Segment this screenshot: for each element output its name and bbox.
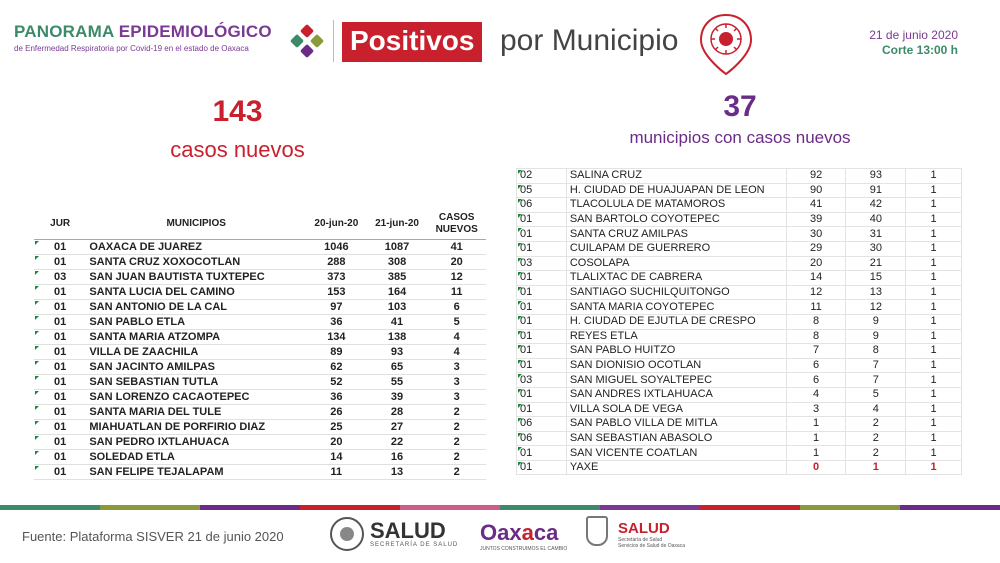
cell-prev: 89	[306, 344, 367, 359]
cell-new: 1	[906, 241, 962, 256]
cell-new: 2	[427, 464, 486, 479]
oaxaca-logo-text1: Oax	[480, 520, 522, 545]
cell-prev: 3	[786, 402, 846, 417]
cell-curr: 1	[846, 460, 906, 475]
cell-prev: 4	[786, 387, 846, 402]
cell-prev: 8	[786, 314, 846, 329]
footer-color-stripe	[0, 505, 1000, 510]
municipalities-summary	[590, 90, 890, 148]
table-row	[517, 285, 962, 300]
cell-prev: 36	[306, 389, 367, 404]
brand-logo-icon	[290, 24, 324, 58]
stripe-segment	[300, 505, 400, 510]
cell-new: 1	[906, 271, 962, 286]
table-row	[517, 344, 962, 359]
page-title: por Municipio	[500, 24, 679, 57]
col-municipios: MUNICIPIOS	[86, 209, 306, 239]
cell-new: 4	[427, 329, 486, 344]
cell-municipio: SAN PABLO HUITZO	[566, 344, 786, 359]
cell-curr: 9	[846, 314, 906, 329]
cell-prev: 29	[786, 241, 846, 256]
stripe-segment	[700, 505, 800, 510]
cell-jur: 01	[34, 464, 86, 479]
salud-logo-text: SALUD	[370, 518, 446, 543]
cell-municipio: SAN PABLO ETLA	[86, 314, 306, 329]
cell-curr: 41	[367, 314, 428, 329]
salud-state-logo: SALUD	[618, 520, 670, 537]
cell-curr: 31	[846, 227, 906, 242]
table-row	[517, 373, 962, 388]
cell-jur: 02	[517, 169, 567, 184]
cell-curr: 40	[846, 212, 906, 227]
cell-curr: 42	[846, 198, 906, 213]
new-cases-summary	[150, 95, 325, 163]
table-row	[34, 419, 486, 434]
cell-municipio: SANTA CRUZ AMILPAS	[566, 227, 786, 242]
cell-new: 1	[906, 387, 962, 402]
cell-jur: 01	[34, 239, 86, 254]
date-block	[869, 28, 958, 58]
cell-new: 5	[427, 314, 486, 329]
report-cutoff: Corte 13:00 h	[881, 43, 958, 57]
cell-curr: 2	[846, 417, 906, 432]
cell-jur: 01	[517, 358, 567, 373]
cell-municipio: SAN JUAN BAUTISTA TUXTEPEC	[86, 269, 306, 284]
stripe-segment	[600, 505, 700, 510]
report-date: 21 de junio 2020	[869, 28, 958, 42]
cell-curr: 385	[367, 269, 428, 284]
cell-municipio: SANTIAGO SUCHILQUITONGO	[566, 285, 786, 300]
table-row	[34, 344, 486, 359]
table-header-row	[34, 209, 486, 239]
cell-prev: 6	[786, 358, 846, 373]
cell-jur: 01	[34, 314, 86, 329]
table-row	[34, 239, 486, 254]
cell-prev: 20	[306, 434, 367, 449]
cell-new: 6	[427, 299, 486, 314]
cell-new: 1	[906, 417, 962, 432]
cell-prev: 52	[306, 374, 367, 389]
stripe-segment	[500, 505, 600, 510]
table-row	[34, 449, 486, 464]
cell-municipio: COSOLAPA	[566, 256, 786, 271]
cell-new: 3	[427, 359, 486, 374]
source-note: Fuente: Plataforma SISVER 21 de junio 2020	[22, 529, 284, 544]
cell-municipio: SAN ANTONIO DE LA CAL	[86, 299, 306, 314]
cell-prev: 11	[786, 300, 846, 315]
cell-municipio: SAN ANDRES IXTLAHUACA	[566, 387, 786, 402]
cell-jur: 01	[517, 241, 567, 256]
table-row	[517, 358, 962, 373]
cell-new: 1	[906, 358, 962, 373]
cell-jur: 06	[517, 417, 567, 432]
table-left	[34, 209, 486, 480]
table-row	[34, 314, 486, 329]
cell-curr: 12	[846, 300, 906, 315]
brand-title	[14, 22, 334, 42]
table-row	[517, 227, 962, 242]
cell-curr: 22	[367, 434, 428, 449]
cell-curr: 21	[846, 256, 906, 271]
cell-jur: 03	[517, 256, 567, 271]
cell-jur: 01	[517, 329, 567, 344]
table-row	[517, 387, 962, 402]
cell-curr: 13	[367, 464, 428, 479]
stripe-segment	[400, 505, 500, 510]
cell-prev: 153	[306, 284, 367, 299]
cell-prev: 1	[786, 446, 846, 461]
cell-curr: 15	[846, 271, 906, 286]
cell-jur: 01	[34, 449, 86, 464]
municipalities-label: municipios con casos nuevos	[629, 128, 851, 147]
cell-new: 3	[427, 374, 486, 389]
cell-jur: 01	[517, 227, 567, 242]
table-row	[517, 329, 962, 344]
cell-municipio: SAN SEBASTIAN TUTLA	[86, 374, 306, 389]
cell-new: 1	[906, 183, 962, 198]
cell-municipio: SAN MIGUEL SOYALTEPEC	[566, 373, 786, 388]
table-row	[34, 299, 486, 314]
cell-municipio: SANTA MARIA ATZOMPA	[86, 329, 306, 344]
table-row	[517, 183, 962, 198]
cell-new: 4	[427, 344, 486, 359]
salud-logo-subtext: SECRETARÍA DE SALUD	[370, 542, 459, 548]
cell-jur: 01	[34, 374, 86, 389]
brand-block	[14, 22, 334, 53]
table-row	[517, 402, 962, 417]
cell-prev: 6	[786, 373, 846, 388]
cell-new: 1	[906, 446, 962, 461]
cell-new: 1	[906, 402, 962, 417]
stripe-segment	[900, 505, 1000, 510]
new-cases-count: 143	[212, 95, 263, 128]
cell-municipio: SANTA MARIA DEL TULE	[86, 404, 306, 419]
cell-new: 1	[906, 198, 962, 213]
cell-prev: 20	[786, 256, 846, 271]
header-divider	[333, 20, 334, 62]
cell-new: 41	[427, 239, 486, 254]
cell-jur: 01	[34, 389, 86, 404]
cell-new: 1	[906, 329, 962, 344]
table-row	[34, 269, 486, 284]
cell-jur: 03	[34, 269, 86, 284]
cell-prev: 26	[306, 404, 367, 419]
oaxaca-logo-accent: a	[521, 520, 534, 545]
cell-prev: 62	[306, 359, 367, 374]
cell-jur: 01	[517, 212, 567, 227]
cell-curr: 9	[846, 329, 906, 344]
cell-jur: 01	[34, 329, 86, 344]
table-row	[34, 284, 486, 299]
oaxaca-shield-icon	[586, 516, 608, 546]
cell-municipio: SANTA LUCIA DEL CAMINO	[86, 284, 306, 299]
cell-jur: 06	[517, 198, 567, 213]
table-row	[517, 314, 962, 329]
cell-prev: 1	[786, 431, 846, 446]
cell-new: 2	[427, 434, 486, 449]
table-row	[517, 256, 962, 271]
cell-jur: 05	[517, 183, 567, 198]
cell-new: 2	[427, 449, 486, 464]
table-row	[34, 329, 486, 344]
stripe-segment	[100, 505, 200, 510]
cell-curr: 2	[846, 446, 906, 461]
table-row	[34, 389, 486, 404]
cell-municipio: SAN SEBASTIAN ABASOLO	[566, 431, 786, 446]
cell-jur: 01	[34, 434, 86, 449]
cell-municipio: SAN VICENTE COATLAN	[566, 446, 786, 461]
cell-jur: 01	[517, 300, 567, 315]
col-jur: JUR	[34, 209, 86, 239]
table-row	[517, 241, 962, 256]
cell-new: 2	[427, 419, 486, 434]
cell-curr: 16	[367, 449, 428, 464]
cell-new: 1	[906, 314, 962, 329]
col-date1: 20-jun-20	[306, 209, 367, 239]
col-casos-nuevos: CASOS NUEVOS	[427, 209, 486, 239]
cell-prev: 8	[786, 329, 846, 344]
table-row	[34, 404, 486, 419]
table-row	[517, 431, 962, 446]
cell-prev: 90	[786, 183, 846, 198]
cell-municipio: REYES ETLA	[566, 329, 786, 344]
cell-municipio: H. CIUDAD DE EJUTLA DE CRESPO	[566, 314, 786, 329]
page-title-highlight: Positivos	[342, 22, 482, 62]
cell-municipio: SAN LORENZO CACAOTEPEC	[86, 389, 306, 404]
cell-curr: 28	[367, 404, 428, 419]
stripe-segment	[800, 505, 900, 510]
cell-prev: 39	[786, 212, 846, 227]
cell-municipio: SAN PEDRO IXTLAHUACA	[86, 434, 306, 449]
cell-municipio: SOLEDAD ETLA	[86, 449, 306, 464]
cell-curr: 164	[367, 284, 428, 299]
cell-jur: 01	[517, 271, 567, 286]
mexico-seal-icon	[330, 517, 364, 551]
cell-new: 1	[906, 300, 962, 315]
cell-new: 2	[427, 404, 486, 419]
cell-prev: 134	[306, 329, 367, 344]
cell-prev: 14	[306, 449, 367, 464]
cell-jur: 01	[517, 446, 567, 461]
cell-municipio: SAN JACINTO AMILPAS	[86, 359, 306, 374]
cell-prev: 7	[786, 344, 846, 359]
cell-prev: 1	[786, 417, 846, 432]
cell-new: 1	[906, 460, 962, 475]
cell-municipio: TLACOLULA DE MATAMOROS	[566, 198, 786, 213]
cell-municipio: SAN FELIPE TEJALAPAM	[86, 464, 306, 479]
oaxaca-logo-subtext: JUNTOS CONSTRUIMOS EL CAMBIO	[480, 546, 568, 552]
cell-municipio: H. CIUDAD DE HUAJUAPAN DE LEON	[566, 183, 786, 198]
cell-municipio: OAXACA DE JUAREZ	[86, 239, 306, 254]
cell-municipio: VILLA DE ZAACHILA	[86, 344, 306, 359]
table-row	[34, 374, 486, 389]
table-row	[517, 271, 962, 286]
brand-word-panorama: PANORAMA	[14, 22, 114, 41]
table-row	[517, 417, 962, 432]
table-row	[517, 300, 962, 315]
cell-curr: 1087	[367, 239, 428, 254]
salud-state-sub2: Servicios de Salud de Oaxaca	[618, 543, 685, 549]
cell-curr: 55	[367, 374, 428, 389]
cell-prev: 373	[306, 269, 367, 284]
cell-municipio: SAN BARTOLO COYOTEPEC	[566, 212, 786, 227]
cell-curr: 93	[367, 344, 428, 359]
cell-municipio: CUILAPAM DE GUERRERO	[566, 241, 786, 256]
cell-municipio: YAXE	[566, 460, 786, 475]
cell-municipio: VILLA SOLA DE VEGA	[566, 402, 786, 417]
cell-curr: 4	[846, 402, 906, 417]
cell-jur: 01	[517, 387, 567, 402]
cell-jur: 03	[517, 373, 567, 388]
cell-jur: 01	[517, 314, 567, 329]
cell-curr: 91	[846, 183, 906, 198]
cell-prev: 288	[306, 254, 367, 269]
brand-word-epidemiologico: EPIDEMIOLÓGICO	[118, 22, 272, 41]
table-row	[517, 446, 962, 461]
cell-curr: 30	[846, 241, 906, 256]
municipalities-count: 37	[723, 90, 757, 123]
cell-prev: 25	[306, 419, 367, 434]
cell-curr: 7	[846, 373, 906, 388]
cell-jur: 01	[517, 285, 567, 300]
stripe-segment	[0, 505, 100, 510]
cell-jur: 01	[34, 284, 86, 299]
cell-new: 1	[906, 169, 962, 184]
cell-municipio: SAN DIONISIO OCOTLAN	[566, 358, 786, 373]
cell-new: 3	[427, 389, 486, 404]
cell-municipio: TLALIXTAC DE CABRERA	[566, 271, 786, 286]
cell-municipio: SALINA CRUZ	[566, 169, 786, 184]
table-row	[34, 434, 486, 449]
cell-municipio: SANTA MARIA COYOTEPEC	[566, 300, 786, 315]
cell-curr: 7	[846, 358, 906, 373]
cell-new: 20	[427, 254, 486, 269]
cell-prev: 14	[786, 271, 846, 286]
table-row	[517, 460, 962, 475]
cell-prev: 30	[786, 227, 846, 242]
cell-new: 1	[906, 256, 962, 271]
cell-curr: 65	[367, 359, 428, 374]
cell-new: 11	[427, 284, 486, 299]
cell-curr: 2	[846, 431, 906, 446]
cell-municipio: SAN PABLO VILLA DE MITLA	[566, 417, 786, 432]
cell-curr: 93	[846, 169, 906, 184]
cell-curr: 27	[367, 419, 428, 434]
cell-new: 1	[906, 212, 962, 227]
cell-jur: 06	[517, 431, 567, 446]
cell-prev: 1046	[306, 239, 367, 254]
cell-prev: 12	[786, 285, 846, 300]
cell-new: 1	[906, 227, 962, 242]
cell-municipio: MIAHUATLAN DE PORFIRIO DIAZ	[86, 419, 306, 434]
stripe-segment	[200, 505, 300, 510]
brand-subtitle: de Enfermedad Respiratoria por Covid-19 en el estado de Oaxaca	[14, 44, 249, 53]
cell-curr: 103	[367, 299, 428, 314]
table-row	[517, 198, 962, 213]
cell-jur: 01	[34, 299, 86, 314]
table-row	[34, 254, 486, 269]
cell-curr: 8	[846, 344, 906, 359]
virus-pin-icon	[698, 12, 754, 78]
salud-state-sub1: Secretaría de Salud	[618, 537, 663, 543]
cell-jur: 01	[34, 344, 86, 359]
cell-jur: 01	[34, 404, 86, 419]
oaxaca-logo	[480, 520, 558, 546]
table-row	[34, 359, 486, 374]
new-cases-label: casos nuevos	[170, 137, 305, 162]
cell-new: 1	[906, 373, 962, 388]
cell-jur: 01	[34, 419, 86, 434]
cell-jur: 01	[517, 460, 567, 475]
salud-federal-logo	[330, 516, 458, 552]
oaxaca-logo-text2: ca	[533, 520, 559, 545]
cell-jur: 01	[34, 359, 86, 374]
cell-prev: 0	[786, 460, 846, 475]
table-row	[34, 464, 486, 479]
cell-new: 1	[906, 431, 962, 446]
table-row	[517, 212, 962, 227]
cell-curr: 138	[367, 329, 428, 344]
cell-new: 1	[906, 344, 962, 359]
cell-municipio: SANTA CRUZ XOXOCOTLAN	[86, 254, 306, 269]
cell-prev: 41	[786, 198, 846, 213]
cell-new: 1	[906, 285, 962, 300]
cell-curr: 39	[367, 389, 428, 404]
cell-prev: 11	[306, 464, 367, 479]
cell-curr: 308	[367, 254, 428, 269]
col-date2: 21-jun-20	[367, 209, 428, 239]
cell-jur: 01	[34, 254, 86, 269]
cell-prev: 36	[306, 314, 367, 329]
table-row	[517, 169, 962, 184]
cell-jur: 01	[517, 344, 567, 359]
cell-new: 12	[427, 269, 486, 284]
cell-curr: 5	[846, 387, 906, 402]
salud-state-subtext	[618, 537, 685, 549]
cell-curr: 13	[846, 285, 906, 300]
cell-prev: 97	[306, 299, 367, 314]
cell-prev: 92	[786, 169, 846, 184]
cell-jur: 01	[517, 402, 567, 417]
table-right	[516, 168, 962, 475]
